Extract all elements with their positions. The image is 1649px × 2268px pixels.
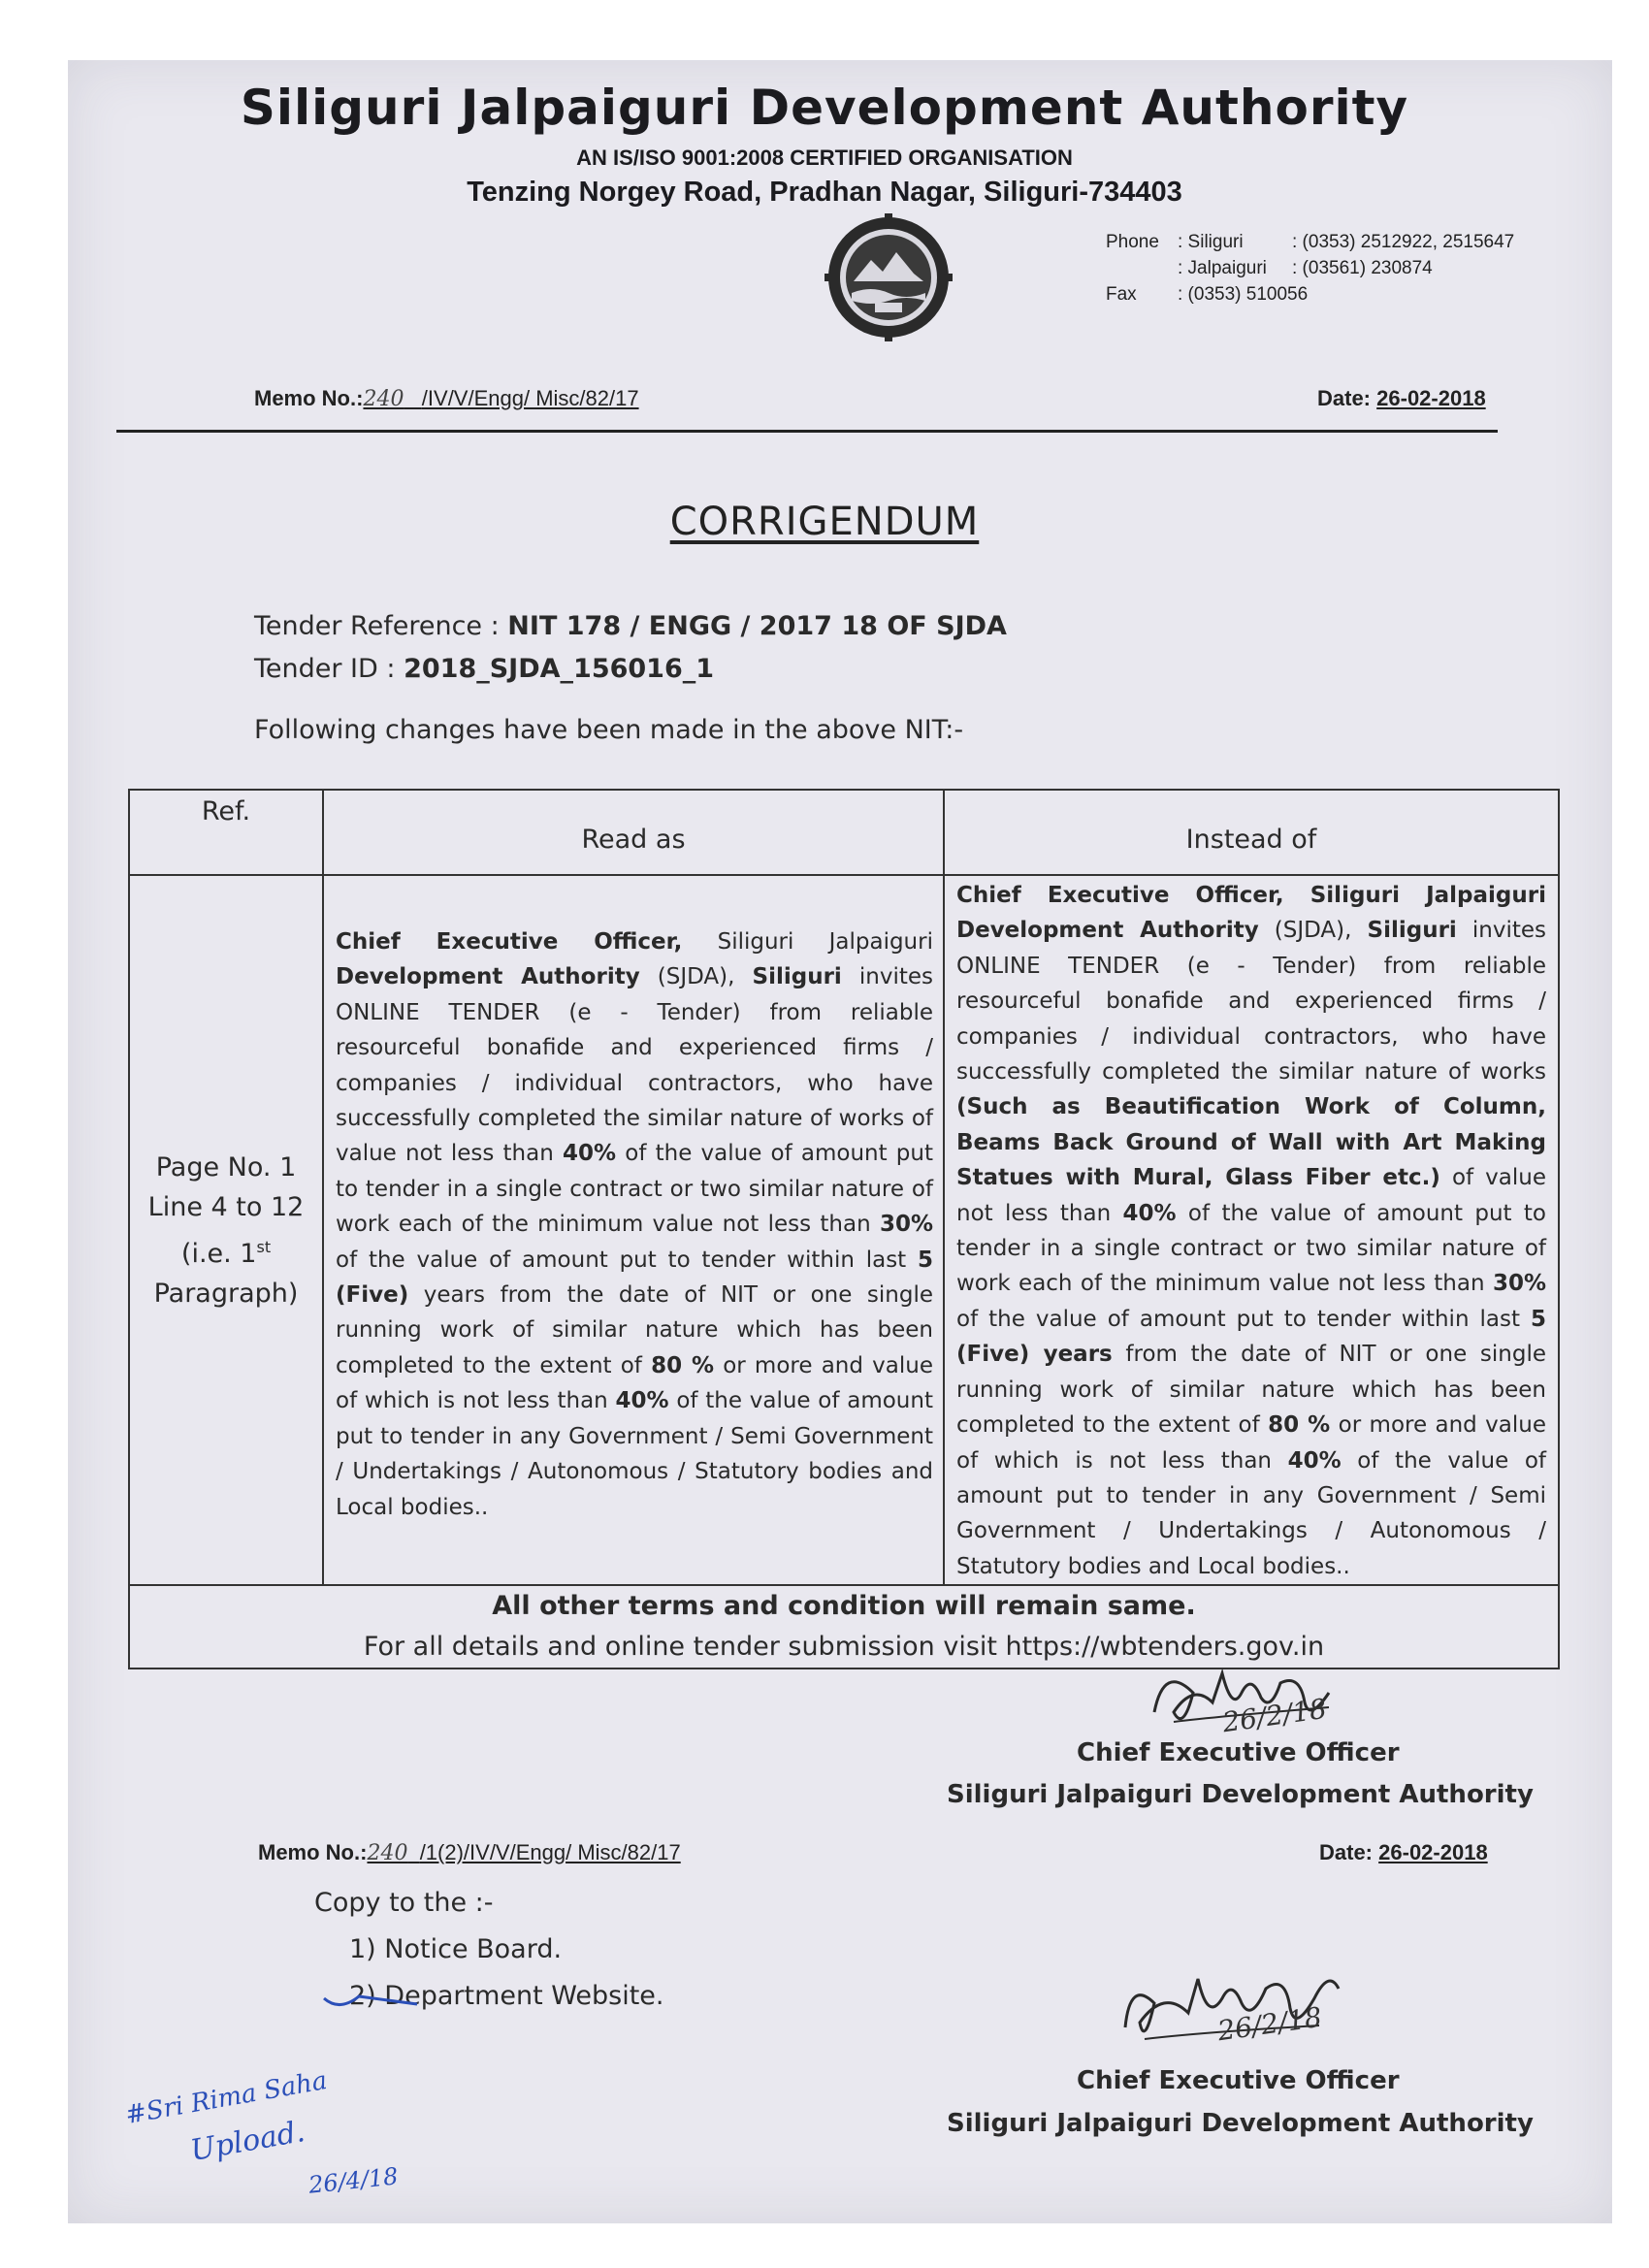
footer-website: For all details and online tender submission visit https://wbtenders.gov.in <box>363 1632 1325 1663</box>
tender-id <box>254 654 714 684</box>
ref-line-lines: Line 4 to 12 <box>147 1191 305 1222</box>
copy-to-heading: Copy to the :- <box>314 1888 494 1918</box>
signature-2-org: Siliguri Jalpaiguri Development Authority <box>947 2109 1534 2138</box>
corrigendum-table <box>128 789 1560 1669</box>
date-bottom-value: 26-02-2018 <box>1378 1840 1488 1864</box>
jalpaiguri-number: : (03561) 230874 <box>1292 258 1433 278</box>
copy-to-item-2: 2) Department Website. <box>349 1981 664 2011</box>
handwritten-note-line3: 26/4/18 <box>307 2162 400 2199</box>
signature-2-date: 26/2/18 <box>1215 2000 1324 2048</box>
copy-to-item-1: 1) Notice Board. <box>349 1934 563 1964</box>
header-ref: Ref. <box>129 790 323 875</box>
phone-label: Phone <box>1106 232 1159 252</box>
instead-of-cell <box>944 875 1559 1585</box>
memo-bottom-date <box>1319 1840 1488 1865</box>
tender-id-label: Tender ID : <box>254 654 396 684</box>
siliguri-numbers: : (0353) 2512922, 2515647 <box>1292 232 1515 252</box>
memo-ref: /IV/V/Engg/ Misc/82/17 <box>421 386 639 410</box>
signature-1-date: 26/2/18 <box>1220 1692 1329 1739</box>
table-header-row <box>129 790 1559 875</box>
ref-cell <box>129 875 323 1585</box>
organisation-name: Siliguri Jalpaiguri Development Authority <box>240 80 1409 136</box>
ref-line-page: Page No. 1 <box>155 1151 297 1183</box>
header-divider <box>116 430 1498 433</box>
date-value: 26-02-2018 <box>1376 386 1486 410</box>
memo-bottom <box>258 1840 681 1865</box>
document-title: CORRIGENDUM <box>669 500 980 544</box>
table-row <box>129 875 1559 1585</box>
pen-tick-mark <box>320 1979 427 2018</box>
memo-number-handwritten: 240 <box>363 387 404 411</box>
signature-1-title: Chief Executive Officer <box>1077 1738 1400 1767</box>
footer-terms: All other terms and condition will remain same. <box>492 1591 1196 1622</box>
handwritten-note-line2: Upload. <box>187 2114 307 2169</box>
memo-label: Memo No.: <box>254 386 364 410</box>
jalpaiguri-label: : Jalpaiguri <box>1178 258 1267 278</box>
ref-line-paragraph: (i.e. 1st <box>180 1237 272 1269</box>
emblem-icon <box>824 213 953 341</box>
header-read-as: Read as <box>323 790 944 875</box>
instead-of-text: Chief Executive Officer, Siliguri Jalpaiguri Development Authority (SJDA), Siliguri invites ONLINE TENDER (e - Tender) from reliable resourceful bonafide and experienced firms / companies / individual contractors, who have successfully completed the similar nature of works (Such as Beautification Work of Column, Beams Back Ground of Wall with Art Making Statues with Mural, Glass Fiber etc.) of value not less than 40% of the value of amount put to tender in a single contract or two similar nature of work each of the minimum value not less than 30% of the value of amount put to tender within last 5 (Five) years from the date of NIT or one single running work of similar nature which has been completed to the extent of 80 % or more and value of which is not less than 40% of the value of amount put to tender in any Government / Semi Government / Undertakings / Autonomous / Statutory bodies and Local bodies.. <box>956 883 1547 1579</box>
read-as-cell <box>323 875 944 1585</box>
memo-bottom-ref: /1(2)/IV/V/Engg/ Misc/82/17 <box>419 1840 681 1864</box>
signature-2-title: Chief Executive Officer <box>1077 2066 1400 2095</box>
tender-ref-value: NIT 178 / ENGG / 2017 18 OF SJDA <box>507 611 1007 641</box>
header-instead-of: Instead of <box>944 790 1559 875</box>
handwritten-note-line1: #Sri Rima Saha <box>122 2065 330 2131</box>
date-bottom-label: Date: <box>1319 1840 1374 1864</box>
tender-id-value: 2018_SJDA_156016_1 <box>404 654 715 684</box>
tender-ref-label: Tender Reference : <box>254 611 500 641</box>
tender-intro: Following changes have been made in the above NIT:- <box>254 715 964 745</box>
memo-bottom-label: Memo No.: <box>258 1840 368 1864</box>
siliguri-label: : Siliguri <box>1178 232 1244 252</box>
tender-reference <box>254 611 1007 641</box>
fax-label: Fax <box>1106 284 1137 305</box>
ref-line-end: Paragraph) <box>153 1278 299 1309</box>
contact-details <box>1106 229 1514 308</box>
read-as-text: Chief Executive Officer, Siliguri Jalpaiguri Development Authority (SJDA), Siliguri invites ONLINE TENDER (e - Tender) from reliable resourceful bonafide and experienced firms / companies / individual contractors, who have successfully completed the similar nature of works of value not less than 40% of the value of amount put to tender in a single contract or two similar nature of work each of the minimum value not less than 30% of the value of amount put to tender within last 5 (Five) years from the date of NIT or one single running work of similar nature which has been completed to the extent of 80 % or more and value of which is not less than 40% of the value of amount put to tender in any Government / Semi Government / Undertakings / Autonomous / Statutory bodies and Local bodies.. <box>336 929 934 1520</box>
memo-top <box>254 386 639 411</box>
date-label: Date: <box>1317 386 1372 410</box>
memo-bottom-number-handwritten: 240 <box>367 1841 408 1865</box>
certification-line: AN IS/ISO 9001:2008 CERTIFIED ORGANISATION <box>576 146 1073 170</box>
memo-top-date <box>1317 386 1486 411</box>
signature-1-org: Siliguri Jalpaiguri Development Authority <box>947 1780 1534 1809</box>
address-line: Tenzing Norgey Road, Pradhan Nagar, Siliguri-734403 <box>467 177 1182 208</box>
fax-number: : (0353) 510056 <box>1178 284 1309 305</box>
